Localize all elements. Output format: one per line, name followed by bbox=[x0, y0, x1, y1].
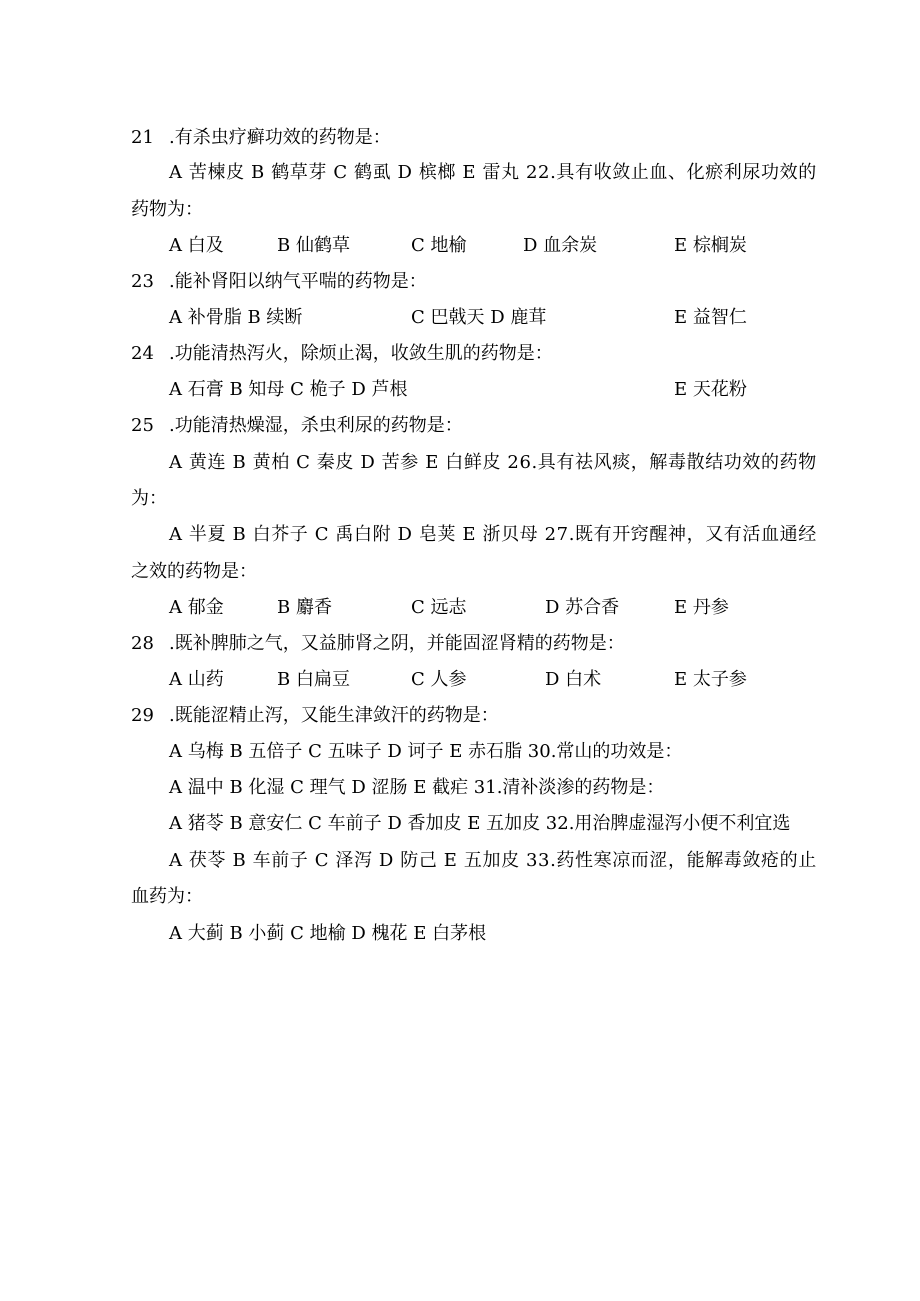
option-e: E 太子参 bbox=[674, 669, 747, 690]
question-31-options: A 猪苓 B 意安仁 C 车前子 D 香加皮 E 五加皮 32.用治脾虚湿泻小便不利宜选 bbox=[169, 813, 791, 834]
question-32-options: A 茯苓 B 车前子 C 泽泻 D 防己 E 五加皮 33.药性寒凉而涩，能解毒敛疮的止 bbox=[169, 850, 817, 871]
option-e: E 益智仁 bbox=[674, 307, 747, 328]
option-e: E 棕榈炭 bbox=[674, 235, 747, 256]
question-29 bbox=[131, 704, 499, 728]
question-number: 23 bbox=[131, 271, 154, 292]
question-26-continuation: 为： bbox=[131, 488, 167, 509]
option-d: D 血余炭 bbox=[523, 235, 598, 256]
option-c-d: C 巴戟天 D 鹿茸 bbox=[411, 307, 547, 328]
question-25-options: A 黄连 B 黄柏 C 秦皮 D 苦参 E 白鲜皮 26.具有祛风痰，解毒散结功效的药物 bbox=[169, 452, 817, 473]
question-23 bbox=[131, 270, 427, 294]
question-22-continuation: 药物为： bbox=[131, 199, 203, 220]
question-text: .能补肾阳以纳气平喘的药物是： bbox=[169, 271, 427, 292]
question-24 bbox=[131, 342, 553, 366]
question-33-continuation: 血药为： bbox=[131, 886, 203, 907]
question-22-options bbox=[169, 234, 789, 258]
question-text: .既能涩精止泻，又能生津敛汗的药物是： bbox=[169, 705, 499, 726]
option-a: A 郁金 bbox=[169, 597, 224, 618]
question-25 bbox=[131, 414, 463, 438]
option-e: E 丹参 bbox=[674, 597, 729, 618]
question-21-options: A 苦楝皮 B 鹤草芽 C 鹤虱 D 槟榔 E 雷丸 22.具有收敛止血、化瘀利尿功效的 bbox=[169, 162, 817, 183]
option-c: C 地榆 bbox=[411, 235, 467, 256]
option-a: A 山药 bbox=[169, 669, 224, 690]
question-27-options bbox=[169, 596, 789, 620]
option-a: A 白及 bbox=[169, 235, 224, 256]
option-c: C 人参 bbox=[411, 669, 467, 690]
question-number: 21 bbox=[131, 127, 154, 148]
question-number: 29 bbox=[131, 705, 154, 726]
question-number: 28 bbox=[131, 633, 154, 654]
option-b: B 仙鹤草 bbox=[277, 235, 350, 256]
question-29-options: A 乌梅 B 五倍子 C 五味子 D 诃子 E 赤石脂 30.常山的功效是： bbox=[169, 741, 683, 762]
option-b: B 麝香 bbox=[277, 597, 332, 618]
option-d: D 白术 bbox=[545, 669, 602, 690]
question-24-options bbox=[169, 378, 789, 402]
question-28 bbox=[131, 632, 625, 656]
question-27-continuation: 之效的药物是： bbox=[131, 561, 257, 582]
question-number: 25 bbox=[131, 415, 154, 436]
question-33-options: A 大蓟 B 小蓟 C 地榆 D 槐花 E 白茅根 bbox=[169, 923, 487, 944]
question-text: .功能清热燥湿，杀虫利尿的药物是： bbox=[169, 415, 463, 436]
option-e: E 天花粉 bbox=[674, 379, 747, 400]
option-b: B 白扁豆 bbox=[277, 669, 350, 690]
question-text: .既补脾肺之气，又益肺肾之阴，并能固涩肾精的药物是： bbox=[169, 633, 625, 654]
option-d: D 苏合香 bbox=[545, 597, 620, 618]
question-23-options bbox=[169, 306, 789, 330]
question-21 bbox=[131, 126, 391, 150]
option-a-b: A 补骨脂 B 续断 bbox=[169, 307, 303, 328]
option-a-d: A 石膏 B 知母 C 桅子 D 芦根 bbox=[169, 379, 408, 400]
option-c: C 远志 bbox=[411, 597, 467, 618]
question-28-options bbox=[169, 668, 789, 692]
question-text: .有杀虫疗癣功效的药物是： bbox=[169, 127, 391, 148]
question-26-options: A 半夏 B 白芥子 C 禹白附 D 皂荚 E 浙贝母 27.既有开窍醒神，又有活血通经 bbox=[169, 524, 817, 545]
question-text: .功能清热泻火，除烦止渴，收敛生肌的药物是： bbox=[169, 343, 553, 364]
question-number: 24 bbox=[131, 343, 154, 364]
question-30-options: A 温中 B 化湿 C 理气 D 涩肠 E 截疟 31.清补淡渗的药物是： bbox=[169, 777, 665, 798]
